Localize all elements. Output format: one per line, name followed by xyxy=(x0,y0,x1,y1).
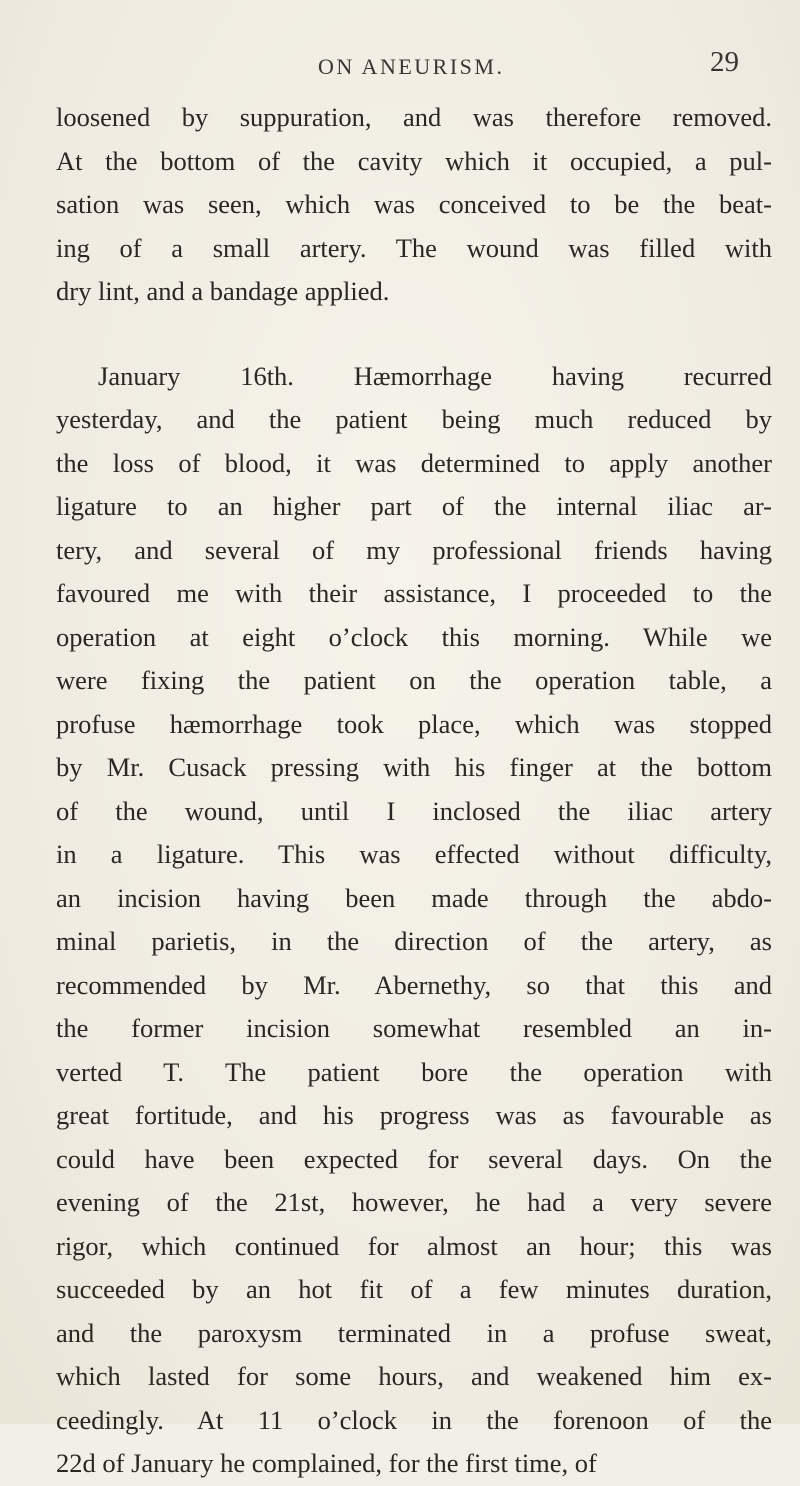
text-line: ceedingly. At 11 o’clock in the forenoon of the xyxy=(56,1404,772,1435)
text-line: by Mr. Cusack pressing with his finger at the bottom xyxy=(56,752,772,782)
text-line: verted T. The patient bore the operation with xyxy=(56,1056,772,1087)
text-line: profuse hæmorrhage took place, which was stopped xyxy=(56,708,772,739)
text-line: were fixing the patient on the operation table, a xyxy=(56,665,772,695)
text-line: and the paroxysm terminated in a profuse sweat, xyxy=(56,1317,772,1348)
page-number: 29 xyxy=(710,46,739,78)
text-line: an incision having been made through the abdo- xyxy=(56,882,772,913)
text-line: the loss of blood, it was determined to apply another xyxy=(56,447,772,478)
text-line: the former incision somewhat resembled an in- xyxy=(56,1013,772,1043)
text-line: ing of a small artery. The wound was filled with xyxy=(56,232,772,263)
text-line: loosened by suppuration, and was therefore removed. xyxy=(56,102,772,132)
paragraph-gap xyxy=(56,314,772,355)
text-line: ligature to an higher part of the internal iliac ar- xyxy=(56,491,772,521)
text-line: which lasted for some hours, and weakened him ex- xyxy=(56,1361,772,1391)
text-line: yesterday, and the patient being much reduced by xyxy=(56,404,772,434)
text-line: January 16th. Hæmorrhage having recurred xyxy=(98,360,772,391)
text-line: sation was seen, which was conceived to be the beat- xyxy=(56,189,772,219)
paragraph-2 xyxy=(56,355,772,1486)
text-line: tery, and several of my professional friends having xyxy=(56,534,772,565)
text-line: 22d of January he complained, for the first time, of xyxy=(56,1448,597,1478)
text-line: succeeded by an hot fit of a few minutes duration, xyxy=(56,1274,772,1304)
text-line: rigor, which continued for almost an hour; this was xyxy=(56,1230,772,1261)
text-line: operation at eight o’clock this morning. While we xyxy=(56,621,772,652)
text-line: recommended by Mr. Abernethy, so that this and xyxy=(56,969,772,1000)
text-line: minal parietis, in the direction of the artery, as xyxy=(56,926,772,956)
text-line: dry lint, and a bandage applied. xyxy=(56,276,390,306)
text-line: could have been expected for several days. On the xyxy=(56,1143,772,1174)
text-line: of the wound, until I inclosed the iliac artery xyxy=(56,795,772,826)
text-line: favoured me with their assistance, I proceeded to the xyxy=(56,578,772,608)
text-line: great fortitude, and his progress was as favourable as xyxy=(56,1100,772,1130)
text-line: At the bottom of the cavity which it occupied, a pul- xyxy=(56,145,772,176)
paragraph-1 xyxy=(56,96,772,314)
running-head: ON ANEURISM. xyxy=(318,54,505,79)
text-line: evening of the 21st, however, he had a very severe xyxy=(56,1187,772,1217)
body-text xyxy=(56,96,772,1486)
text-line: in a ligature. This was effected without difficulty, xyxy=(56,839,772,869)
